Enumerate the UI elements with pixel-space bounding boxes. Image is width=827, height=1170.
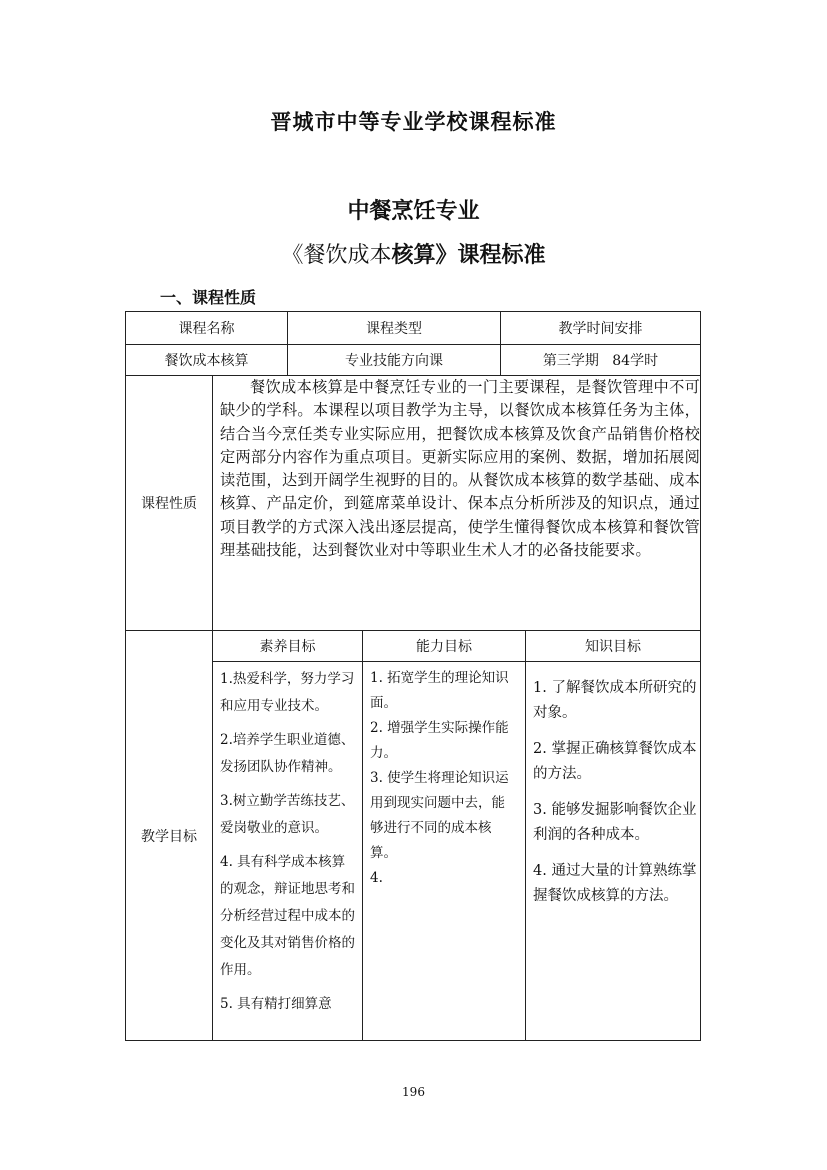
list-item: 2.培养学生职业道德、发扬团队协作精神。 <box>220 732 355 775</box>
list-item: 2. 增强学生实际操作能力。 <box>370 720 509 761</box>
list-item: 1.热爱科学，努力学习和应用专业技术。 <box>220 671 355 714</box>
goals-header-literacy: 素养目标 <box>259 639 316 655</box>
page-number: 196 <box>402 1085 425 1099</box>
header-course-type: 课程类型 <box>366 321 422 337</box>
list-item: 3. 能够发掘影响餐饮企业利润的各种成本。 <box>533 802 697 843</box>
table-line <box>362 630 363 1040</box>
list-item: 1. 拓宽学生的理论知识面。 <box>370 670 509 711</box>
goals-header-knowledge: 知识目标 <box>585 639 641 655</box>
list-item: 3. 使学生将理论知识运用到现实问题中去，能够进行不同的成本核算。 <box>370 770 509 861</box>
table-line <box>700 311 701 1040</box>
table-line <box>125 1040 701 1041</box>
literacy-goals-list <box>220 666 358 1025</box>
list-item: 4. 具有科学成本核算的观念，辩证地思考和分析经营过程中成本的变化及其对销售价格的作用。 <box>220 854 355 978</box>
cell-course-type: 专业技能方向课 <box>345 353 443 369</box>
goals-label: 教学目标 <box>141 828 197 845</box>
cell-course-name: 餐饮成本核算 <box>164 353 249 369</box>
list-item: 3.树立勤学苦练技艺、爱岗敬业的意识。 <box>220 793 355 836</box>
list-item: 5. 具有精打细算意 <box>220 996 332 1012</box>
ability-goals-list <box>370 666 518 891</box>
nature-text: 餐饮成本核算是中餐烹饪专业的一门主要课程，是餐饮管理中不可缺少的学科。本课程以项目教学为主导，以餐饮成本核算任务为主体，结合当今烹任类专业实际应用，把餐饮成本核算及饮食产品销售价格校定两部分内容作为重点项目。更新实际应用的案例、数据，增加拓展阅读范围，达到开阔学生视野的目的。从餐饮成本核算的数学基础、成本核算、产品定价，到筵席菜单设计、保本点分析所涉及的知识点，通过项目教学的方式深入浅出逐层提高，使学生懂得餐饮成本核算和餐饮管理基础技能，达到餐饮业对中等职业生术人才的必备技能要求。 <box>220 378 700 560</box>
list-item: 4. 通过大量的计算熟练掌握餐饮成核算的方法。 <box>533 863 697 904</box>
list-item: 2. 掌握正确核算餐饮成本的方法。 <box>533 741 697 782</box>
document-title: 晋城市中等专业学校课程标准 <box>270 109 557 134</box>
cell-schedule: 第三学期 84学时 <box>542 353 659 369</box>
header-course-name: 课程名称 <box>178 321 235 337</box>
course-title-left: 《餐饮成本 <box>281 243 392 268</box>
header-schedule: 教学时间安排 <box>558 321 643 337</box>
table-line <box>525 630 526 1040</box>
major-title: 中餐烹饪专业 <box>347 198 480 224</box>
table-line <box>212 661 701 662</box>
course-title <box>0 238 827 269</box>
list-item: 4. <box>370 870 383 886</box>
course-title-bold: 核算》课程标准 <box>391 242 546 268</box>
knowledge-goals-list <box>533 676 698 920</box>
table-line <box>212 375 213 1040</box>
nature-label: 课程性质 <box>141 496 197 512</box>
goals-header-ability: 能力目标 <box>416 639 472 655</box>
section-heading: 一、课程性质 <box>160 288 257 307</box>
list-item: 1. 了解餐饮成本所研究的对象。 <box>533 680 697 721</box>
